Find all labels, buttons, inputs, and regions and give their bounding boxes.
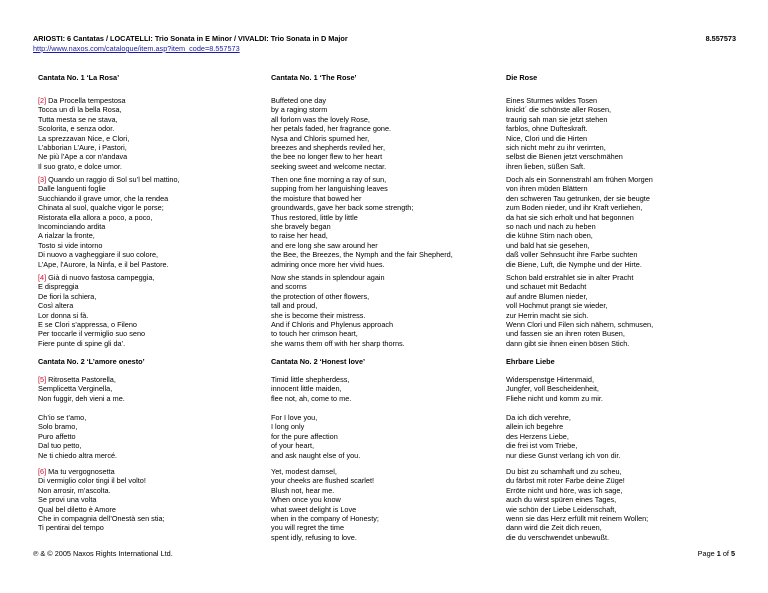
- catalogue-link[interactable]: http://www.naxos.com/catalogue/item.asp?item_code=8.557573: [33, 44, 240, 53]
- heading-italian-cantata-1: Cantata No. 1 ‘La Rosa’: [38, 73, 120, 82]
- italian-verse-6: [38, 467, 258, 533]
- german-verse-6: Du bist zu schamhaft und zu scheu, du färbst mit roter Farbe deine Züge! Erröte nicht und höre, was ich sage, auch du wirst spüren eines Tages, wie schön der Liebe Leidenschaft, wenn sie das Herz erfüllt mit reinem Wollen; dann wird die Zeit dich reuen, die du verschwendet unbewußt.: [506, 467, 649, 542]
- verse-text: Ritrosetta Pastorella, Semplicetta Verginella, Non fuggir, deh vieni a me.: [38, 375, 125, 403]
- english-verse-5: Timid little shepherdess, innocent little maiden, flee not, ah, come to me.: [271, 375, 352, 403]
- heading-german-cantata-1: Die Rose: [506, 73, 538, 82]
- copyright-notice: ℗ & © 2005 Naxos Rights International Ltd.: [33, 549, 173, 558]
- page-prefix: Page: [697, 549, 717, 558]
- heading-italian-cantata-2: Cantata No. 2 ‘L’amore onesto’: [38, 357, 145, 366]
- track-number: [4]: [38, 273, 47, 282]
- english-verse-2: Buffeted one day by a raging storm all forlorn was the lovely Rose, her petals faded, her fragrance gone. Nysa and Chloris spurned her, breezes and shepherds reviled her, the bee no longer flew to her heart seeking sweet and welcome nectar.: [271, 96, 392, 171]
- track-number: [5]: [38, 375, 47, 384]
- german-verse-4: Schon bald erstrahlet sie in alter Pracht und schauet mit Bedacht auf andre Blumen nieder, voll Hochmut prangt sie wieder, zur Herrin macht sie sich. Wenn Clori und Filen sich nähern, schmusen, und fassen sie an ihren roten Busen, dann gibt sie ihnen einen bösen Stich.: [506, 273, 654, 348]
- italian-verse-5b: Ch’io se t’amo, Solo bramo, Puro affetto Dal tuo petto, Ne ti chiedo altra mercé.: [38, 413, 118, 460]
- english-verse-5b: For I love you, I long only for the pure affection of your heart, and ask naught else of you.: [271, 413, 361, 460]
- german-verse-2: Eines Sturmes wildes Tosen knickt´ die schönste aller Rosen, traurig sah man sie jetzt stehen farblos, ohne Dufteskraft. Nice, Clori und die Hirten sich nicht mehr zu ihr verirrten, selbst die Bienen jetzt verschmähen ihren lieben, süßen Saft.: [506, 96, 623, 171]
- track-number: [2]: [38, 96, 47, 105]
- italian-verse-3: [38, 175, 258, 269]
- verse-text: Ma tu vergognosetta Di vermiglio color tingi il bel volto! Non arrosir, m’ascolta. Se provi una volta Qual bel diletto è Amore Che in compagnia dell’Onestà sen stia; Ti pentirai del tempo: [38, 467, 165, 533]
- heading-english-cantata-2: Cantata No. 2 ‘Honest love’: [271, 357, 366, 366]
- album-title: ARIOSTI: 6 Cantatas / LOCATELLI: Trio Sonata in E Minor / VIVALDI: Trio Sonata in D Major: [33, 34, 348, 43]
- verse-text: Già di nuovo fastosa campeggia, E dispreggia De fiori la schiera, Così altera Lor donna si fà. E se Clori s’appressa, o Fileno Per toccarle il vermiglio suo seno Fiere punte di spine gli da’.: [38, 273, 155, 348]
- page-of: of: [720, 549, 731, 558]
- page-number: 1: [716, 549, 721, 558]
- italian-verse-2: [38, 96, 258, 171]
- german-verse-3: Doch als ein Sonnenstrahl am frühen Morgen von ihren müden Blättern den schweren Tau getrunken, der sie beugte zum Boden nieder, und ihr Kraft verliehen, da hat sie sich erholt und hat begonnen so nach und nach zu heben die kühne Stirn nach oben, und bald hat sie gesehen, daß voller Sehnsucht ihre Farbe suchten die Biene, Luft, die Nymphe und der Hirte.: [506, 175, 653, 269]
- track-number: [3]: [38, 175, 47, 184]
- page-total: 5: [730, 549, 735, 558]
- german-verse-5: Widerspenstge Hirtenmaid, Jungfer, voll Bescheidenheit, Fliehe nicht und komm zu mir.: [506, 375, 603, 403]
- heading-english-cantata-1: Cantata No. 1 ‘The Rose’: [271, 73, 357, 82]
- english-verse-3: Then one fine morning a ray of sun, supping from her languishing leaves the moisture that bowed her groundwards, gave her back some strength; Thus restored, little by little she bravely began to raise her head, and ere long she saw around her the Bee, the Breezes, the Nymph and the fair Shepherd, admiring once more her vivid hues.: [271, 175, 453, 269]
- track-number: [6]: [38, 467, 47, 476]
- english-verse-6: Yet, modest damsel, your cheeks are flushed scarlet! Blush not, hear me. When once you know what sweet delight is Love when in the company of Honesty; you will regret the time spent idly, refusing to love.: [271, 467, 379, 542]
- italian-verse-4: [38, 273, 258, 348]
- english-verse-4: Now she stands in splendour again and scorns the protection of other flowers, tall and proud, she is become their mistress. And if Chloris and Phylenus approach to touch her crimson heart, she warns them off with her sharp thorns.: [271, 273, 405, 348]
- heading-german-cantata-2: Ehrbare Liebe: [506, 357, 555, 366]
- page-indicator: [698, 549, 735, 558]
- italian-verse-5: [38, 375, 258, 403]
- verse-text: Da Procella tempestosa Tocca un dì la bella Rosa, Tutta mesta se ne stava, Scolorita, e senza odor. La sprezzavan Nice, e Clori, L’abborian L’Aure, i Pastori, Ne più l’Ape a cor n’andava Il suo grato, e dolce umor.: [38, 96, 130, 171]
- catalogue-number: 8.557573: [705, 34, 736, 43]
- verse-text: Quando un raggio di Sol su’l bel mattino, Dalle languenti foglie Succhiando il grave umor, che la rendea Chinata al suol, qualche vigor le porse; Ristorata ella allora a poco, a poco, Incominciando ardita A rialzar la fronte, Tosto si vide intorno Di nuovo a vagheggiare il suo colore, L’Ape, l’Aurore, la Ninfa, e il bel Pastore.: [38, 175, 180, 269]
- german-verse-5b: Da ich dich verehre, allein ich begehre des Herzens Liebe, die frei ist vom Triebe, nur diese Gunst verlang ich von dir.: [506, 413, 621, 460]
